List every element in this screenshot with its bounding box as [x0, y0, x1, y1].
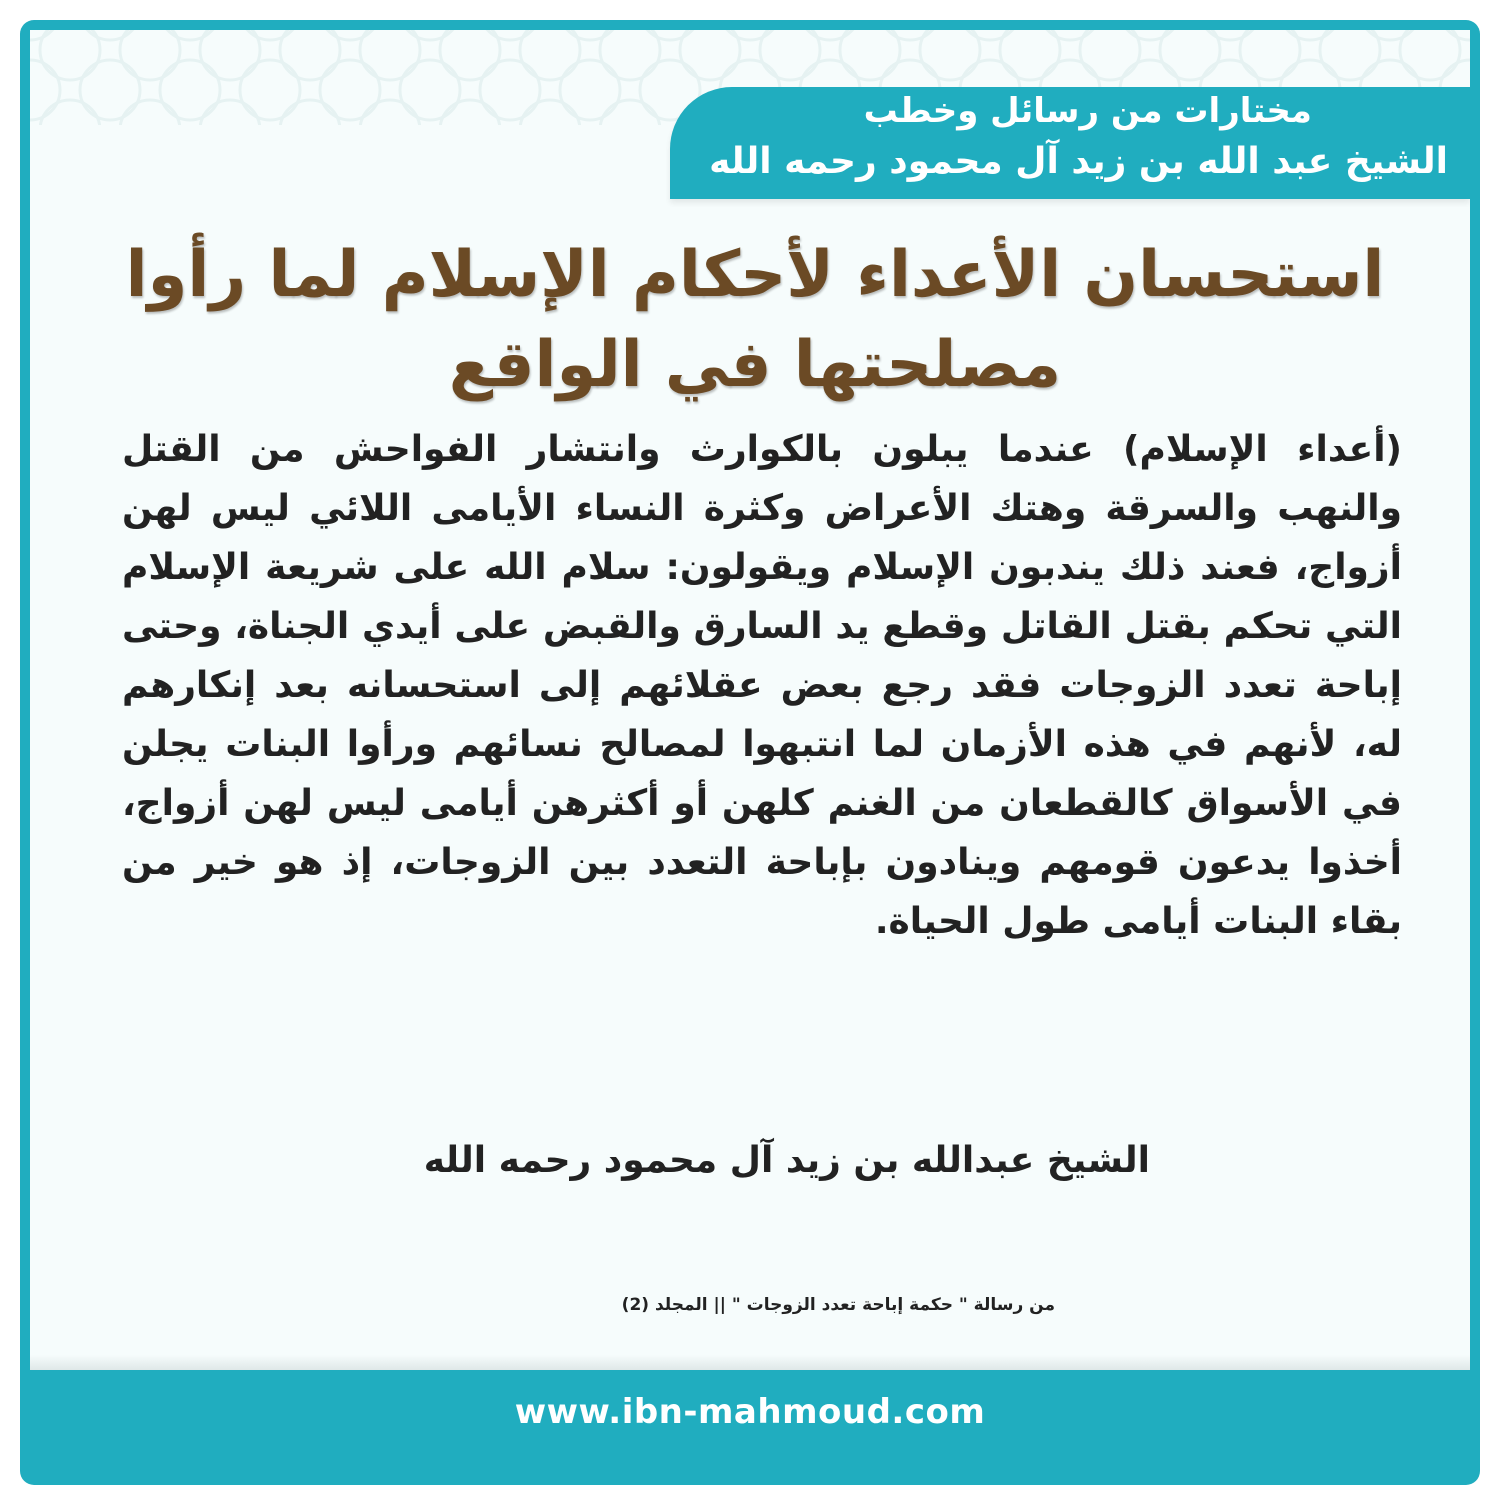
poster-frame — [20, 20, 1480, 1485]
header-banner — [670, 87, 1470, 199]
source-citation: من رسالة " حكمة إباحة تعدد الزوجات " || المجلد (2) — [621, 1295, 1055, 1315]
article-title: استحسان الأعداء لأحكام الإسلام لما رأوا مصلحتها في الواقع — [125, 238, 1385, 402]
author-signature: الشيخ عبدالله بن زيد آل محمود رحمه الله — [423, 1140, 1150, 1181]
article-body: (أعداء الإسلام) عندما يبلون بالكوارث وانتشار الفواحش من القتل والنهب والسرقة وهتك الأعراض وكثرة النساء الأيامى اللائي ليس لهن أزواج، فعند ذلك يندبون الإسلام ويقولون: سلام الله على شريعة الإسلام التي تحكم بقتل القاتل وقطع يد السارق والقبض على أيدي الجناة، وحتى إباحة تعدد الزوجات فقد رجع بعض عقلائهم إلى استحسانه بعد إنكارهم له، لأنهم في هذه الأزمان لما انتبهوا لمصالح نسائهم ورأوا البنات يجلن في الأسواق كالقطعان من الغنم كلهن أو أكثرهن أيامى ليس لهن أزواج، أخذوا يدعون قومهم وينادون بإباحة التعدد بين الزوجات، إذ هو خير من بقاء البنات أيامى طول الحياة. — [122, 429, 1402, 942]
content-card — [30, 30, 1470, 1370]
footer-divider — [30, 1355, 1470, 1370]
header-author-name: الشيخ عبد الله بن زيد آل محمود رحمه الله — [709, 141, 1448, 182]
header-series-title: مختارات من رسائل وخطب — [863, 91, 1312, 131]
website-link[interactable]: www.ibn-mahmoud.com — [514, 1392, 986, 1432]
